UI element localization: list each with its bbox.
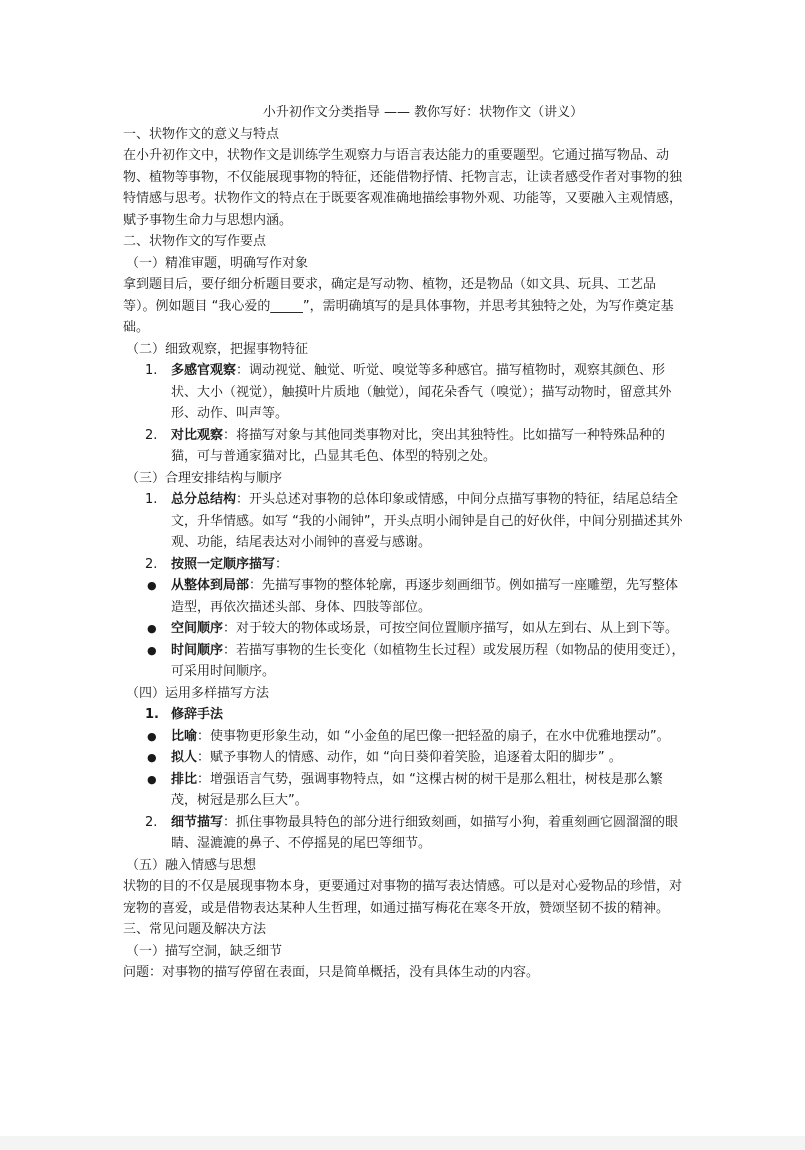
- item-text: ：先描写事物的整体轮廓，再逐步刻画细节。例如描写一座雕塑，先写整体造型，再依次描述头部、身体、四肢等部位。: [171, 578, 679, 615]
- item-keyword: 比喻: [171, 728, 198, 744]
- item-text: ：抓住事物最具特色的部分进行细致刻画，如描写小狗，着重刻画它圆溜溜的眼睛、湿漉漉的鼻子、不停摇晃的尾巴等细节。: [171, 814, 679, 851]
- subsection-2-1-paragraph: 拿到题目后，要仔细分析题目要求，确定是写动物、植物，还是物品（如文具、玩具、工艺品等）。例如题目 “我心爱的_____”，需明确填写的是具体事物，并思考其独特之处，为写作奠定基础。: [123, 277, 674, 335]
- numbered-list: [123, 360, 685, 468]
- list-number: 1.: [145, 707, 159, 722]
- item-keyword: 时间顺序: [171, 642, 224, 658]
- subsection-3-1-paragraph: 问题：对事物的描写停留在表面，只是简单概括，没有具体生动的内容。: [123, 965, 540, 980]
- item-keyword: 空间顺序: [171, 621, 224, 636]
- list-number: 2.: [145, 427, 158, 443]
- list-number: 1.: [145, 363, 158, 378]
- item-text: ：使事物更形象生动，如 “小金鱼的尾巴像一把轻盈的扇子，在水中优雅地摆动”。: [197, 728, 670, 744]
- item-keyword: 修辞手法: [171, 707, 224, 722]
- subsection-2-5-paragraph: 状物的目的不仅是展现事物本身，更要通过对事物的描写表达情感。可以是对心爱物品的珍惜，对宠物的喜爱，或是借物表达某种人生哲理，如通过描写梅花在寒冬开放，赞颂坚韧不拔的精神。: [123, 879, 683, 916]
- item-text: ：开头总述对事物的总体印象或情感，中间分点描写事物的特征，结尾总结全文，升华情感。如写 “我的小闹钟”，开头点明小闹钟是自己的好伙伴，中间分别描述其外观、功能，结尾表达对小闹钟的喜爱与感谢。: [171, 492, 683, 550]
- item-text: ：将描写对象与其他同类事物对比，突出其独特性。比如描写一种特殊品种的猫，可与普通家猫对比，凸显其毛色、体型的特别之处。: [171, 427, 666, 464]
- bullet-list: [123, 575, 685, 683]
- bullet-item: [123, 575, 685, 618]
- list-item: [123, 704, 685, 726]
- list-number: 2.: [145, 556, 158, 572]
- item-keyword: 对比观察: [171, 427, 224, 443]
- section-heading-3: 三、常见问题及解决方法: [123, 922, 267, 937]
- subsection-heading-2-2: （二）细致观察，把握事物特征: [126, 341, 309, 357]
- item-text: ：调动视觉、触觉、听觉、嗅觉等多种感官。描写植物时，观察其颜色、形状、大小（视觉），触摸叶片质地（触觉），闻花朵香气（嗅觉）；描写动物时，留意其外形、动作、叫声等。: [171, 363, 672, 421]
- subsection-heading-2-3: （三）合理安排结构与顺序: [126, 470, 283, 486]
- list-item: [123, 489, 685, 554]
- item-keyword: 总分总结构: [171, 492, 237, 507]
- item-keyword: 排比: [171, 771, 198, 787]
- bullet-list: [123, 726, 685, 812]
- bullet-item: [123, 640, 685, 683]
- list-item: [123, 360, 685, 425]
- subsection-heading-2-1: （一）精准审题，明确写作对象: [126, 255, 309, 271]
- bullet-item: [123, 726, 685, 748]
- item-keyword: 从整体到局部: [171, 578, 250, 593]
- item-text: ：增强语言气势，强调事物特点，如 “这棵古树的树干是那么粗壮，树枝是那么繁茂，树冠是那么巨大”。: [171, 771, 663, 808]
- bullet-item: [123, 747, 685, 769]
- list-number: 2.: [145, 814, 158, 830]
- bullet-dot: ●: [147, 751, 157, 764]
- page-title: 小升初作文分类指导 —— 教你写好：状物作文（讲义）: [262, 105, 584, 120]
- bullet-item: [123, 618, 685, 640]
- bullet-dot: ●: [147, 622, 157, 635]
- bullet-dot: ●: [147, 579, 157, 592]
- item-keyword: 拟人: [171, 750, 198, 765]
- list-item: [123, 425, 685, 468]
- document-body: [123, 102, 685, 984]
- list-item: [123, 554, 685, 576]
- numbered-list: [123, 489, 685, 575]
- bullet-dot: ●: [147, 772, 157, 786]
- section-heading-1: 一、状物作文的意义与特点: [123, 126, 280, 142]
- item-text: ：对于较大的物体或场景，可按空间位置顺序描写，如从左到右、从上到下等。: [223, 621, 679, 636]
- item-keyword: 细节描写: [171, 814, 224, 830]
- section-1-paragraph: 在小升初作文中，状物作文是训练学生观察力与语言表达能力的重要题型。它通过描写物品、动物、植物等事物，不仅能展现事物的特征，还能借物抒情、托物言志，让读者感受作者对事物的独特情感与思考。状物作文的特点在于既要客观准确地描绘事物外观、功能等，又要融入主观情感，赋予事物生命力与思想内涵。: [123, 148, 683, 228]
- list-number: 1.: [145, 492, 158, 507]
- subsection-heading-3-1: （一）描写空洞，缺乏细节: [126, 943, 283, 959]
- bullet-dot: ●: [147, 729, 157, 743]
- numbered-list: [123, 704, 685, 726]
- item-text: ：赋予事物人的情感、动作，如 “向日葵仰着笑脸，追逐着太阳的脚步” 。: [197, 750, 622, 765]
- numbered-list: [123, 812, 685, 855]
- list-item: [123, 812, 685, 855]
- subsection-heading-2-4: （四）运用多样描写方法: [126, 685, 270, 701]
- subsection-heading-2-5: （五）融入情感与思想: [126, 857, 257, 873]
- item-text: ：: [275, 556, 289, 572]
- bullet-item: [123, 769, 685, 812]
- bullet-dot: ●: [147, 643, 157, 657]
- item-keyword: 按照一定顺序描写: [171, 556, 276, 572]
- item-text: ：若描写事物的生长变化（如植物生长过程）或发展历程（如物品的使用变迁），可采用时间顺序。: [171, 642, 685, 679]
- item-keyword: 多感官观察: [171, 363, 237, 378]
- section-heading-2: 二、状物作文的写作要点: [123, 234, 267, 249]
